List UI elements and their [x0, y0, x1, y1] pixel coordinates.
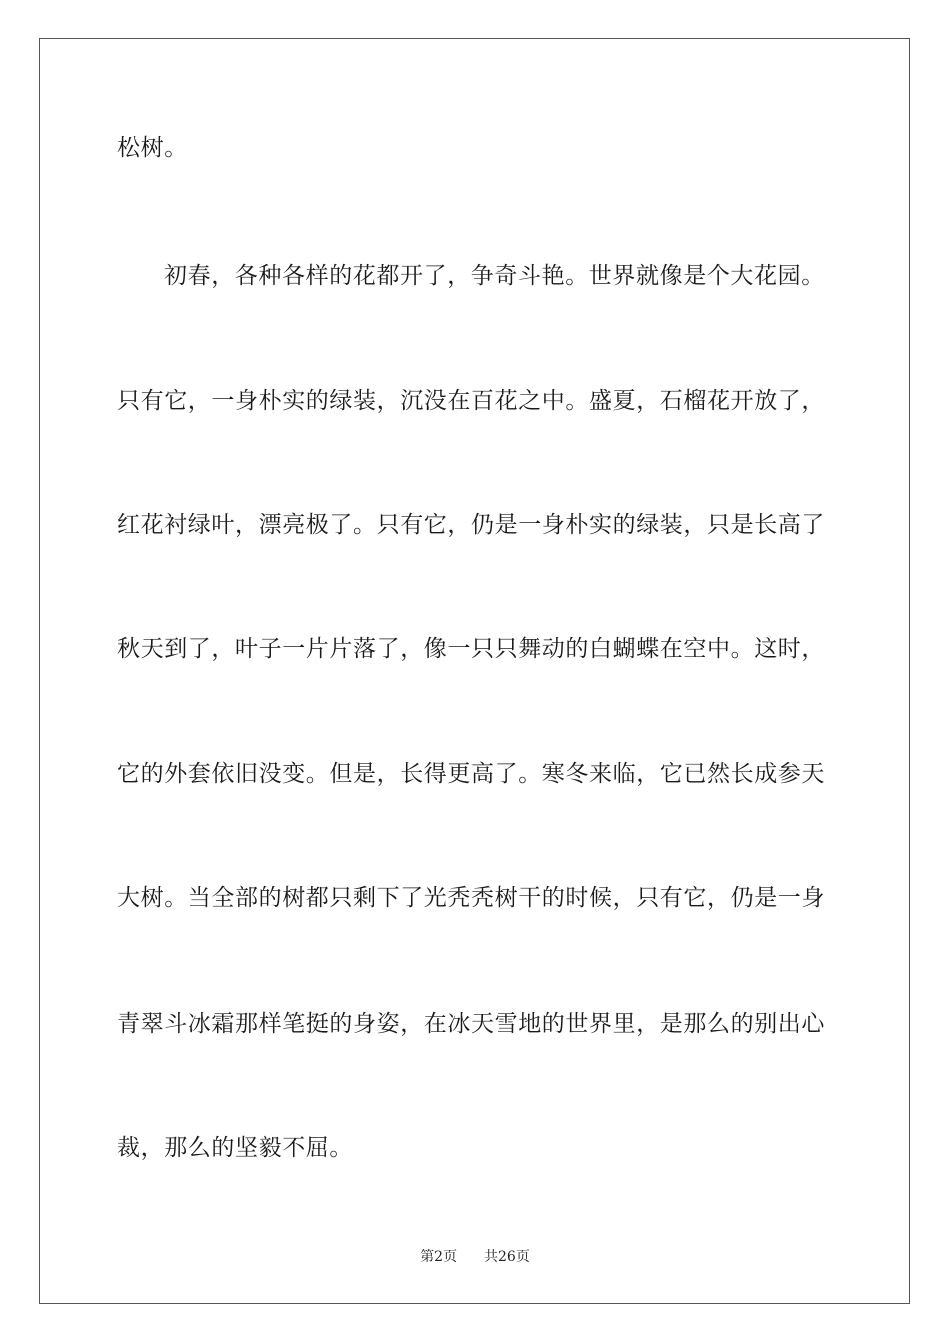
text-line-5: 秋天到了，叶子一片片落了，像一只只舞动的白蝴蝶在空中。这时，	[117, 636, 825, 662]
text-line-7: 大树。当全部的树都只剩下了光秃秃树干的时候，只有它，仍是一身	[117, 885, 825, 911]
page-border	[39, 38, 910, 1304]
text-line-2: 初春，各种各样的花都开了，争奇斗艳。世界就像是个大花园。	[164, 263, 825, 289]
text-line-9: 裁，那么的坚毅不屈。	[117, 1135, 353, 1161]
text-line-8: 青翠斗冰霜那样笔挺的身姿，在冰天雪地的世界里，是那么的别出心	[117, 1011, 825, 1037]
text-line-4: 红花衬绿叶，漂亮极了。只有它，仍是一身朴实的绿装，只是长高了	[117, 512, 825, 538]
page-footer	[0, 1248, 950, 1266]
page-total: 共26页	[484, 1249, 530, 1265]
text-line-6: 它的外套依旧没变。但是，长得更高了。寒冬来临，它已然长成参天	[117, 761, 825, 787]
page-number: 第2页	[420, 1249, 458, 1265]
text-line-1: 松树。	[117, 135, 188, 161]
text-line-3: 只有它，一身朴实的绿装，沉没在百花之中。盛夏，石榴花开放了，	[117, 388, 825, 414]
